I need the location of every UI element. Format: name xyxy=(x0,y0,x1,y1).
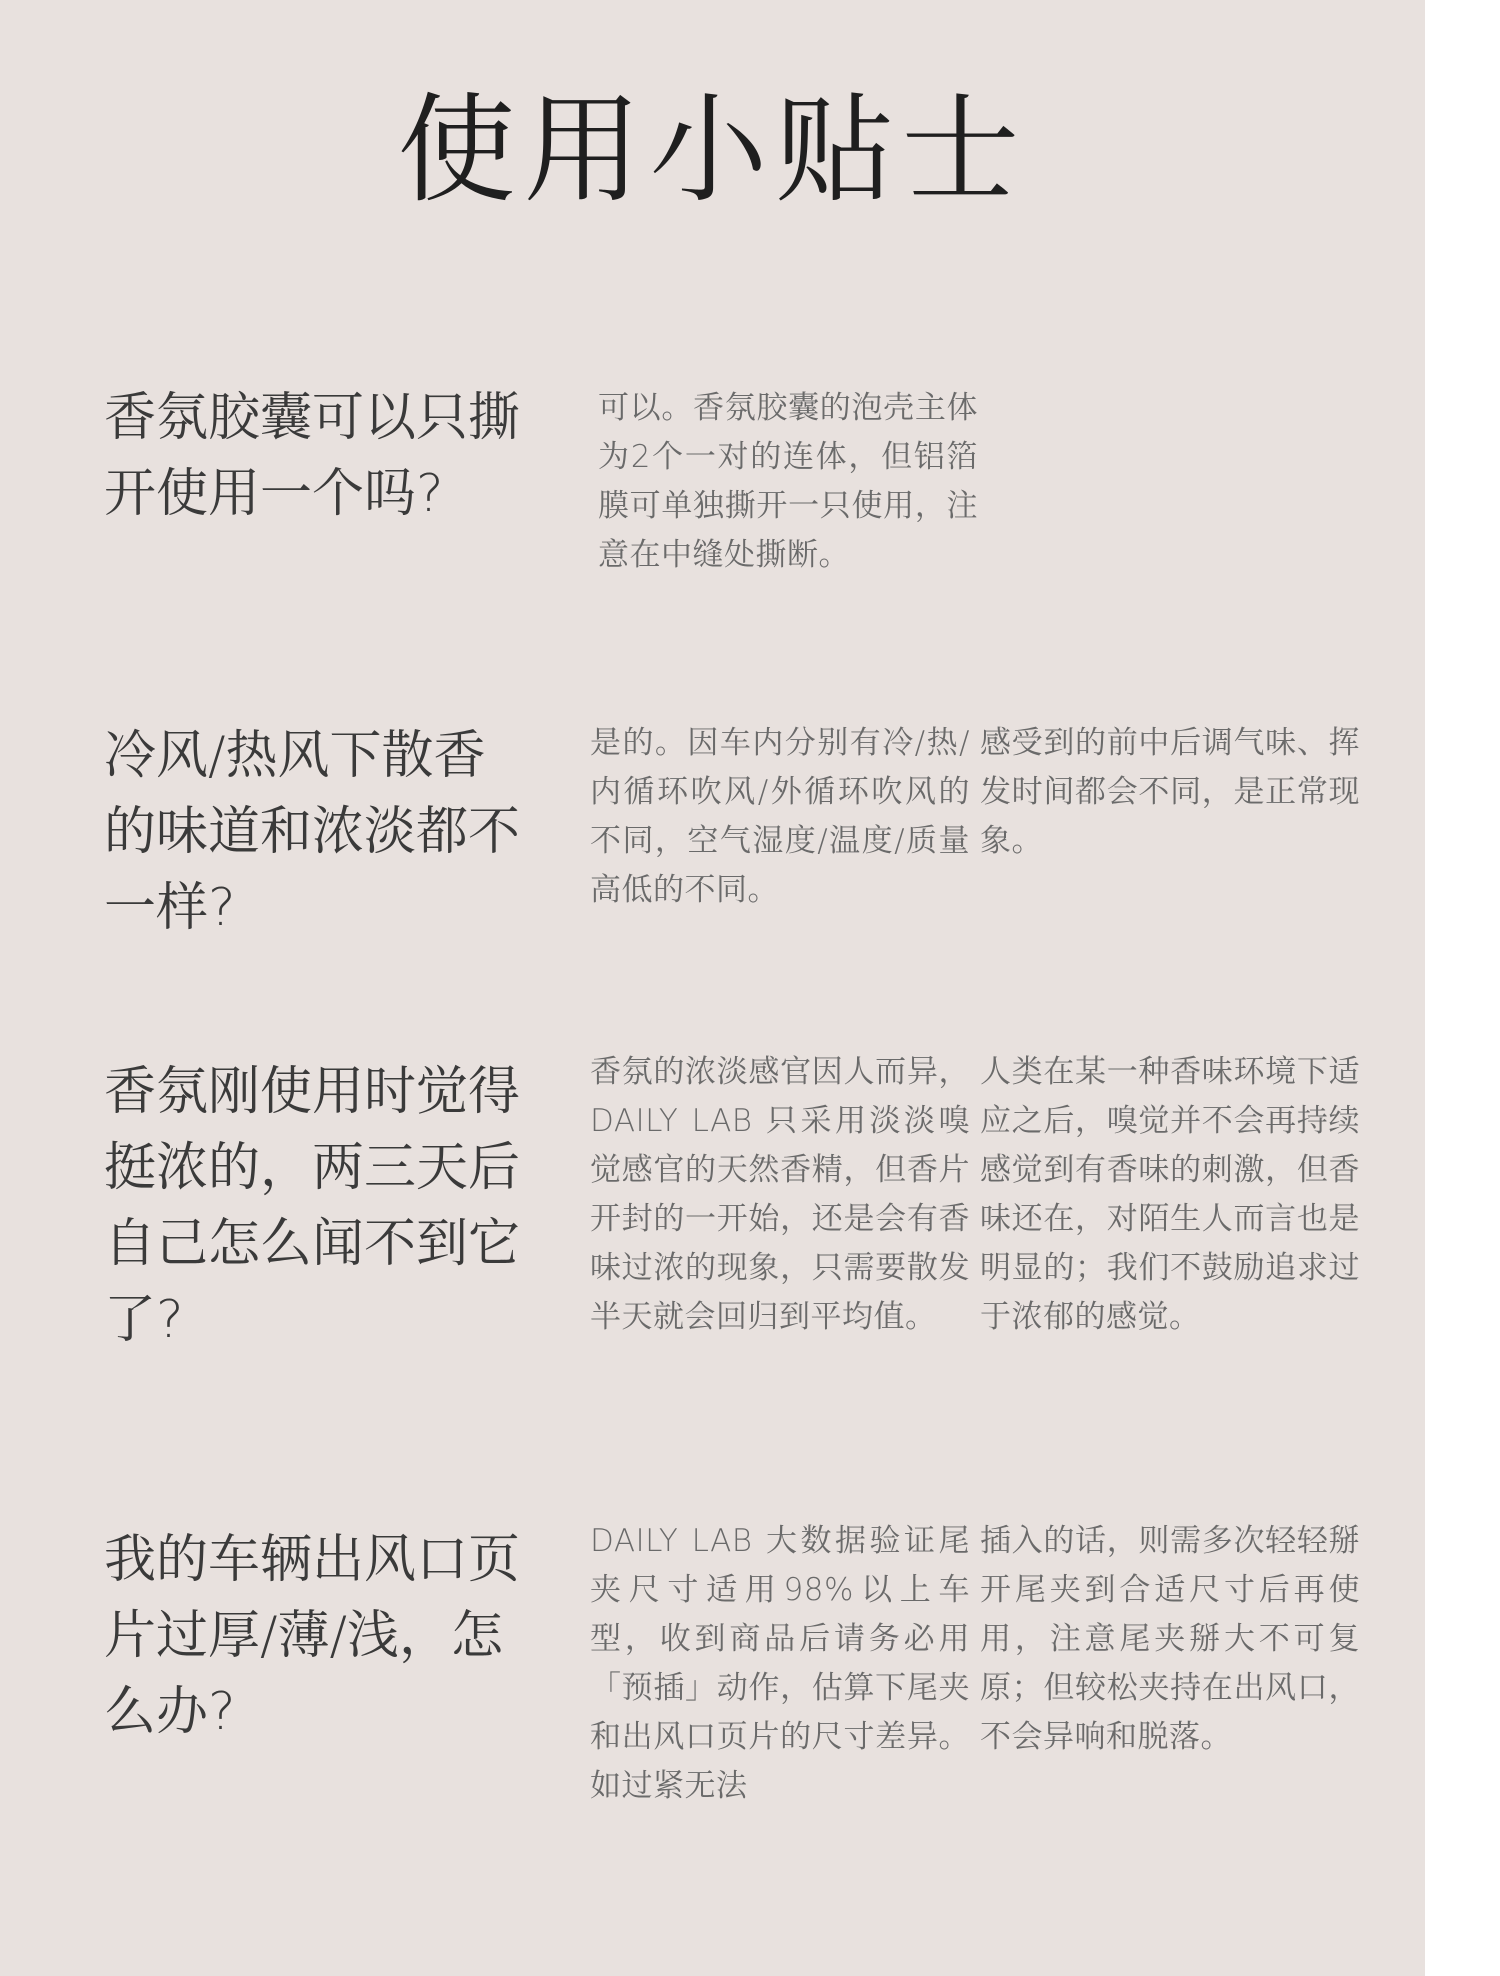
page-title: 使用小贴士 xyxy=(397,81,1028,219)
faq-answer-column-2: 人类在某一种香味环境下适应之后，嗅觉并不会再持续感觉到有香味的刺激，但香味还在，对陌生人而言也是明显的；我们不鼓励追求过于浓郁的感觉。 xyxy=(980,1054,1360,1335)
faq-question: 冷风/热风下散香的味道和浓淡都不一样? xyxy=(104,726,521,938)
faq-answer-column-2: 插入的话，则需多次轻轻掰开尾夹到合适尺寸后再使用，注意尾夹掰大不可复原；但较松夹持在出风口，不会异响和脱落。 xyxy=(980,1523,1360,1755)
faq-answer-column-1: DAILY LAB 大数据验证尾夹尺寸适用98%以上车型，收到商品后请务必用「预插」动作，估算下尾夹和出风口页片的尺寸差异。如过紧无法 xyxy=(590,1523,970,1804)
faq-answer-column-2: 感受到的前中后调气味、挥发时间都会不同，是正常现象。 xyxy=(980,725,1360,859)
faq-question: 香氛刚使用时觉得挺浓的，两三天后自己怎么闻不到它了? xyxy=(104,1062,521,1350)
faq-answer-column-1: 是的。因车内分别有冷/热/内循环吹风/外循环吹风的不同，空气湿度/温度/质量高低的不同。 xyxy=(590,725,970,908)
faq-answer-column-1: 香氛的浓淡感官因人而异，DAILY LAB 只采用淡淡嗅觉感官的天然香精，但香片开封的一开始，还是会有香味过浓的现象，只需要散发半天就会回归到平均值。 xyxy=(590,1054,970,1335)
faq-question: 香氛胶囊可以只撕开使用一个吗? xyxy=(104,388,521,524)
faq-answer: 可以。香氛胶囊的泡壳主体为2个一对的连体，但铝箔膜可单独撕开一只使用，注意在中缝处撕断。 xyxy=(598,390,978,573)
faq-question: 我的车辆出风口页片过厚/薄/浅，怎么办? xyxy=(104,1530,521,1742)
